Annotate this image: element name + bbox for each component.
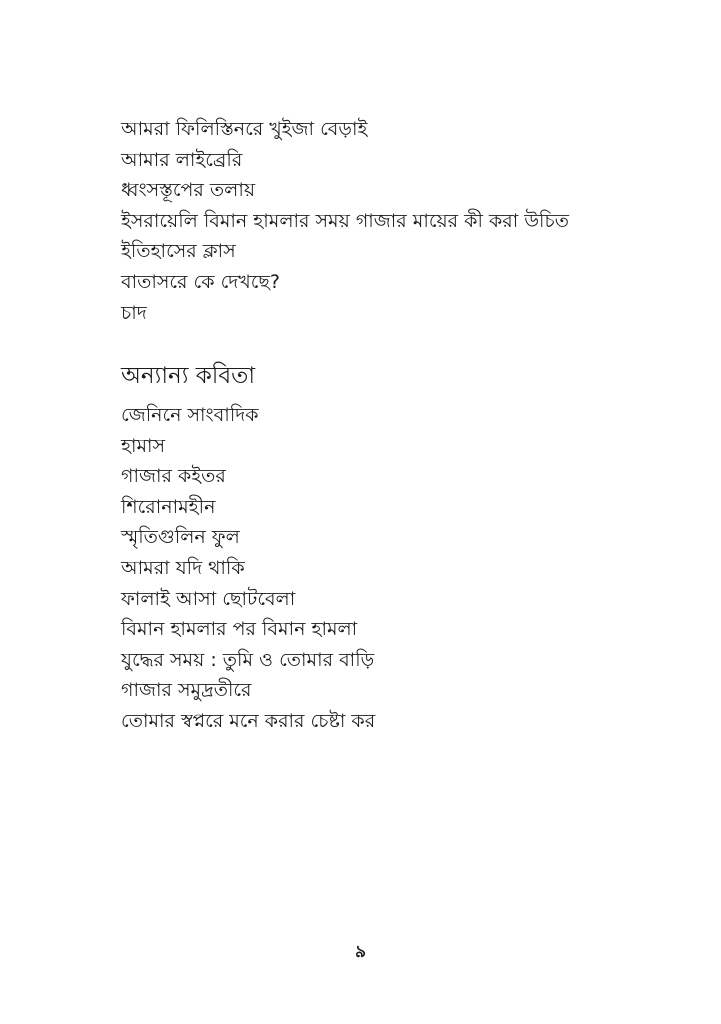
contents-item: বিমান হামলার পর বিমান হামলা	[121, 618, 358, 641]
contents-item: গাজার কইতর	[121, 465, 226, 488]
contents-item: তোমার স্বপ্নরে মনে করার চেষ্টা কর	[121, 709, 376, 732]
contents-item: আমার লাইব্রেরি	[121, 148, 243, 171]
contents-item: ফালাই আসা ছোটবেলা	[121, 587, 296, 610]
contents-item: আমরা যদি থাকি	[121, 556, 245, 579]
contents-item: আমরা ফিলিস্তিনরে খুইজা বেড়াই	[121, 118, 368, 140]
contents-item: চাদ	[121, 301, 147, 324]
contents-item: ইতিহাসের ক্লাস	[121, 240, 236, 263]
contents-item: স্মৃতিগুলিন ফুল	[121, 526, 240, 549]
contents-item: শিরোনামহীন	[121, 495, 216, 518]
contents-list-other-poems	[121, 400, 375, 737]
contents-item: হামাস	[121, 434, 166, 457]
contents-list-top	[121, 114, 569, 328]
contents-item: যুদ্ধের সময় : তুমি ও তোমার বাড়ি	[121, 648, 375, 671]
contents-item: গাজার সমুদ্রতীরে	[121, 679, 252, 702]
section-heading: অন্যান্য কবিতা	[121, 363, 256, 389]
page-number: ৯	[354, 942, 367, 962]
contents-item: ধ্বংসস্তূপের তলায়	[121, 179, 256, 202]
contents-item: বাতাসরে কে দেখছে?	[121, 270, 280, 293]
contents-item: জেনিনে সাংবাদিক	[121, 404, 259, 426]
contents-item: ইসরায়েলি বিমান হামলার সময় গাজার মায়ের কী করা উচিত	[121, 209, 569, 232]
